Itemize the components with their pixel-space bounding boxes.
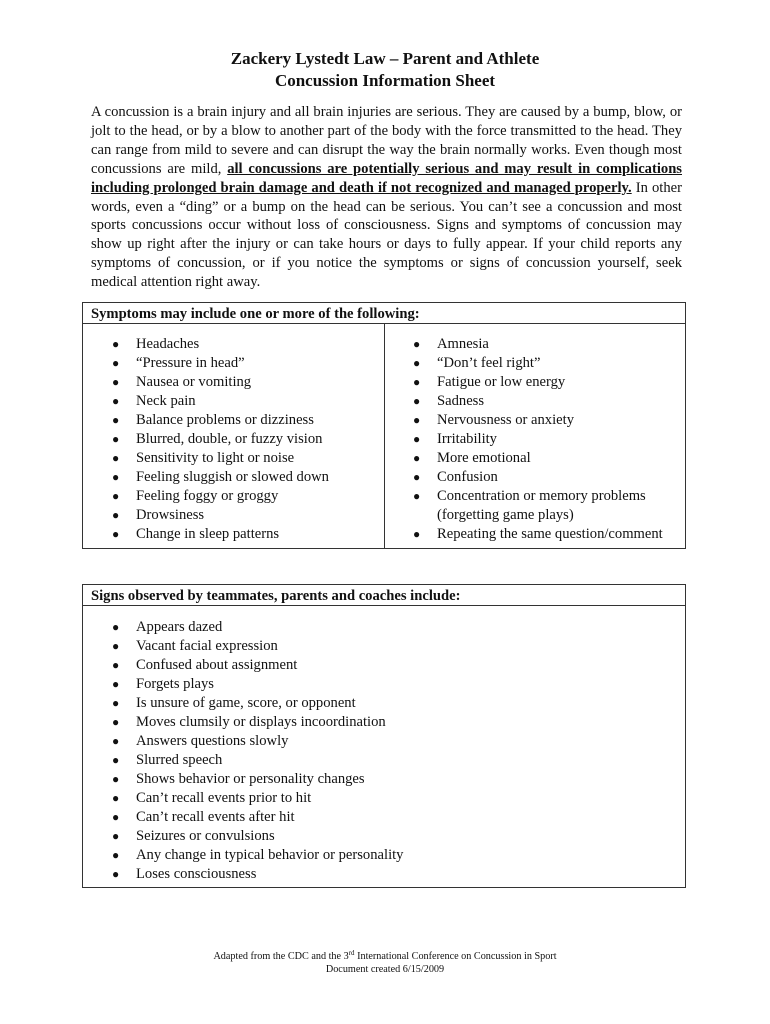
signs-box (82, 584, 686, 888)
bullet-icon: ● (413, 375, 421, 389)
bullet-icon: ● (112, 791, 120, 805)
bullet-icon: ● (112, 489, 120, 503)
symptom-item (385, 430, 685, 449)
bullet-icon: ● (112, 848, 120, 862)
sign-item (83, 713, 685, 732)
sign-item (83, 751, 685, 770)
symptoms-right-column (385, 324, 685, 548)
list-item-text: Can’t recall events after hit (136, 809, 295, 825)
signs-header: Signs observed by teammates, parents and coaches include: (83, 585, 685, 606)
signs-list-area (83, 606, 685, 884)
list-item-text: Appears dazed (136, 619, 223, 635)
sign-item (83, 732, 685, 751)
intro-text-2: In other words, even a “ding” or a bump on the head can be serious. You can’t see a concussion and most sports concussions occur without loss of consciousness. Signs and symptoms of concussion may show up right after the injury or can take hours or days to fully appear. If your child reports any symptoms of concussion, or if you notice the symptoms or signs of concussion yourself, seek medical attention right away. (91, 179, 682, 291)
list-item-text: Repeating the same question/comment (437, 526, 663, 542)
list-item-text: Nausea or vomiting (136, 374, 252, 390)
bullet-icon: ● (413, 394, 421, 408)
bullet-icon: ● (112, 639, 120, 653)
bullet-icon: ● (112, 620, 120, 634)
intro-text-1: A concussion is a brain injury and all brain injuries are serious. They are caused by a bump, blow, or jolt to the head, or by a blow to another part of the body with the force transmitted to the head. They can range from mild to severe and can disrupt the way the brain normally works. Even though most concussions are mild, (91, 104, 682, 177)
symptom-item (83, 430, 384, 449)
sign-item (83, 618, 685, 637)
symptom-item (83, 354, 384, 373)
bullet-icon: ● (413, 489, 421, 503)
symptoms-left-column (83, 324, 385, 548)
symptom-item (385, 411, 685, 430)
list-item-text: Shows behavior or personality changes (136, 771, 365, 787)
bullet-icon: ● (112, 829, 120, 843)
list-item-text: Vacant facial expression (136, 638, 278, 654)
bullet-icon: ● (112, 470, 120, 484)
list-item-text: “Pressure in head” (136, 355, 245, 371)
symptom-item (83, 525, 384, 544)
list-item-text: Nervousness or anxiety (437, 412, 574, 428)
list-item-text: Feeling sluggish or slowed down (136, 469, 329, 485)
sign-item (83, 789, 685, 808)
list-item-text: Seizures or convulsions (136, 828, 275, 844)
symptom-item (83, 487, 384, 506)
sign-item (83, 694, 685, 713)
bullet-icon: ● (112, 432, 120, 446)
document-title (0, 48, 770, 92)
bullet-icon: ● (112, 696, 120, 710)
symptom-item (83, 373, 384, 392)
bullet-icon: ● (112, 772, 120, 786)
symptom-item (385, 392, 685, 411)
sign-item (83, 827, 685, 846)
list-item-text: Concentration or memory problems (forgetting game plays) (437, 488, 646, 523)
bullet-icon: ● (413, 413, 421, 427)
list-item-text: “Don’t feel right” (437, 355, 541, 371)
intro-paragraph (91, 103, 682, 292)
bullet-icon: ● (112, 677, 120, 691)
symptoms-box (82, 302, 686, 549)
title-line-1: Zackery Lystedt Law – Parent and Athlete (230, 49, 540, 68)
list-item-text: Moves clumsily or displays incoordination (136, 714, 386, 730)
list-item-text: Irritability (437, 431, 497, 447)
bullet-icon: ● (112, 527, 120, 541)
sign-item (83, 675, 685, 694)
symptoms-header: Symptoms may include one or more of the following: (83, 303, 685, 324)
symptom-item (385, 487, 685, 525)
list-item-text: Balance problems or dizziness (136, 412, 314, 428)
list-item-text: Confused about assignment (136, 657, 298, 673)
bullet-icon: ● (112, 810, 120, 824)
symptom-item (385, 373, 685, 392)
footer-line-1-pre: Adapted from the CDC and the 3 (213, 951, 349, 962)
list-item-text: Sadness (437, 393, 485, 409)
symptom-item (83, 392, 384, 411)
bullet-icon: ● (112, 715, 120, 729)
list-item-text: Neck pain (136, 393, 196, 409)
list-item-text: Loses consciousness (136, 866, 257, 882)
symptom-item (83, 506, 384, 525)
list-item-text: Forgets plays (136, 676, 214, 692)
bullet-icon: ● (112, 753, 120, 767)
footer-line-1-post: International Conference on Concussion in Sport (354, 951, 557, 962)
sign-item (83, 770, 685, 789)
sign-item (83, 656, 685, 675)
symptom-item (385, 525, 685, 544)
footer (0, 950, 770, 976)
symptom-item (83, 335, 384, 354)
list-item-text: Can’t recall events prior to hit (136, 790, 312, 806)
bullet-icon: ● (112, 734, 120, 748)
bullet-icon: ● (413, 432, 421, 446)
footer-line-1 (0, 950, 770, 963)
bullet-icon: ● (112, 394, 120, 408)
list-item-text: Slurred speech (136, 752, 223, 768)
bullet-icon: ● (413, 356, 421, 370)
list-item-text: Is unsure of game, score, or opponent (136, 695, 356, 711)
bullet-icon: ● (413, 337, 421, 351)
list-item-text: Headaches (136, 336, 200, 352)
symptom-item (385, 354, 685, 373)
list-item-text: More emotional (437, 450, 531, 466)
sign-item (83, 865, 685, 884)
list-item-text: Answers questions slowly (136, 733, 289, 749)
bullet-icon: ● (413, 451, 421, 465)
bullet-icon: ● (112, 658, 120, 672)
bullet-icon: ● (413, 527, 421, 541)
list-item-text: Change in sleep patterns (136, 526, 280, 542)
intro-emphasis: all concussions are potentially serious and may result in complications including prolonged brain damage and death if not recognized and managed properly. (91, 160, 682, 196)
bullet-icon: ● (112, 867, 120, 881)
bullet-icon: ● (112, 356, 120, 370)
bullet-icon: ● (112, 508, 120, 522)
footer-line-2: Document created 6/15/2009 (325, 964, 445, 975)
sign-item (83, 637, 685, 656)
list-item-text: Any change in typical behavior or personality (136, 847, 404, 863)
list-item-text: Drowsiness (136, 507, 205, 523)
symptom-item (385, 449, 685, 468)
symptom-item (385, 468, 685, 487)
list-item-text: Blurred, double, or fuzzy vision (136, 431, 323, 447)
footer-line-1-sup: rd (348, 949, 355, 957)
symptom-item (83, 468, 384, 487)
bullet-icon: ● (112, 451, 120, 465)
sign-item (83, 846, 685, 865)
symptom-item (385, 335, 685, 354)
title-line-2: Concussion Information Sheet (274, 71, 496, 90)
list-item-text: Feeling foggy or groggy (136, 488, 279, 504)
bullet-icon: ● (112, 413, 120, 427)
bullet-icon: ● (112, 337, 120, 351)
list-item-text: Fatigue or low energy (437, 374, 566, 390)
list-item-text: Amnesia (437, 336, 489, 352)
list-item-text: Confusion (437, 469, 498, 485)
symptom-item (83, 411, 384, 430)
list-item-text: Sensitivity to light or noise (136, 450, 295, 466)
bullet-icon: ● (413, 470, 421, 484)
bullet-icon: ● (112, 375, 120, 389)
sign-item (83, 808, 685, 827)
symptom-item (83, 449, 384, 468)
